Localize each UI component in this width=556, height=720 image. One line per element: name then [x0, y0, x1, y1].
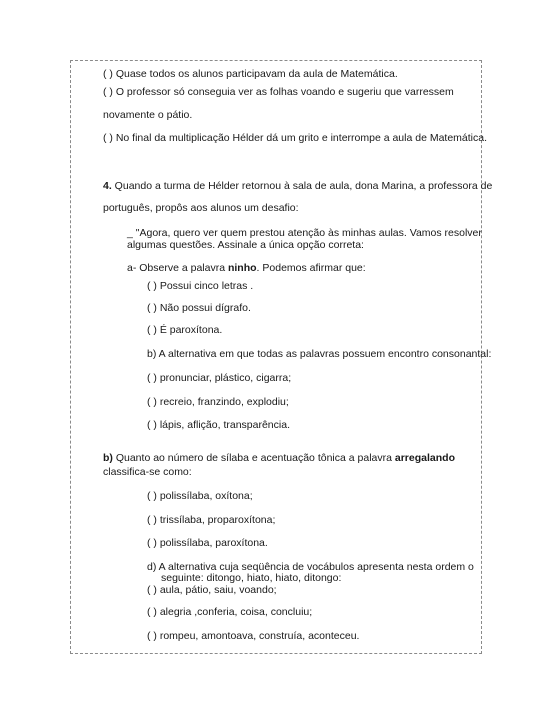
question-b2-option-3: ( ) polissílaba, paroxítona.: [147, 537, 268, 549]
question-4-intro-text: Quando a turma de Hélder retornou à sala de aula, dona Marina, a professora de: [111, 180, 493, 192]
question-d-prompt: d) A alternativa cuja seqüência de vocábulos apresenta nesta ordem o: [147, 561, 474, 573]
statement-1: ( ) Quase todos os alunos participavam da aula de Matemática.: [103, 68, 398, 80]
question-a-option-1: ( ) Possui cinco letras .: [147, 280, 254, 292]
question-b2-label: b): [103, 452, 113, 464]
question-d-option-2: ( ) alegria ,conferia, coisa, concluiu;: [147, 606, 313, 618]
question-4-number: 4.: [103, 180, 112, 192]
question-a-option-2: ( ) Não possui dígrafo.: [147, 302, 251, 314]
question-d-option-1: ( ) aula, pátio, saiu, voando;: [147, 584, 277, 596]
question-b1-option-3: ( ) lápis, aflição, transparência.: [147, 419, 290, 431]
question-d-prompt-line2: seguinte: ditongo, hiato, hiato, ditongo:: [161, 572, 342, 584]
statement-3: ( ) No final da multiplicação Hélder dá um grito e interrompe a aula de Matemática.: [103, 132, 488, 144]
question-b1-option-2: ( ) recreio, franzindo, explodiu;: [147, 396, 289, 408]
question-d-option-3: ( ) rompeu, amontoava, construía, aconteceu.: [147, 630, 360, 642]
question-b2-word: arregalando: [394, 452, 455, 464]
quote-line-1: _ "Agora, quero ver quem prestou atenção às minhas aulas. Vamos resolver: [127, 227, 482, 239]
question-4-intro: [103, 180, 492, 193]
question-b2-option-1: ( ) polissílaba, oxítona;: [147, 490, 253, 502]
question-a-prompt: a- Observe a palavra ninho. Podemos afirmar que:: [127, 262, 366, 274]
question-b2-prompt-line2: classifica-se como:: [103, 466, 192, 478]
question-b2-option-2: ( ) trissílaba, proparoxítona;: [147, 514, 276, 526]
statement-2-continued: novamente o pátio.: [103, 109, 193, 121]
question-b1-prompt: b) A alternativa em que todas as palavras possuem encontro consonantal:: [147, 348, 492, 360]
question-a-option-3: ( ) É paroxítona.: [147, 324, 223, 336]
statement-2: ( ) O professor só conseguia ver as folhas voando e sugeriu que varressem: [103, 86, 454, 98]
question-b1-option-1: ( ) pronunciar, plástico, cigarra;: [147, 372, 292, 384]
quote-line-2: algumas questões. Assinale a única opção correta:: [127, 239, 364, 251]
question-a-word: ninho: [227, 262, 257, 274]
question-b2-prompt: b) Quanto ao número de sílaba e acentuação tônica a palavra arregalando: [103, 452, 455, 464]
question-4-intro-line2: português, propôs aos alunos um desafio:: [103, 202, 299, 214]
